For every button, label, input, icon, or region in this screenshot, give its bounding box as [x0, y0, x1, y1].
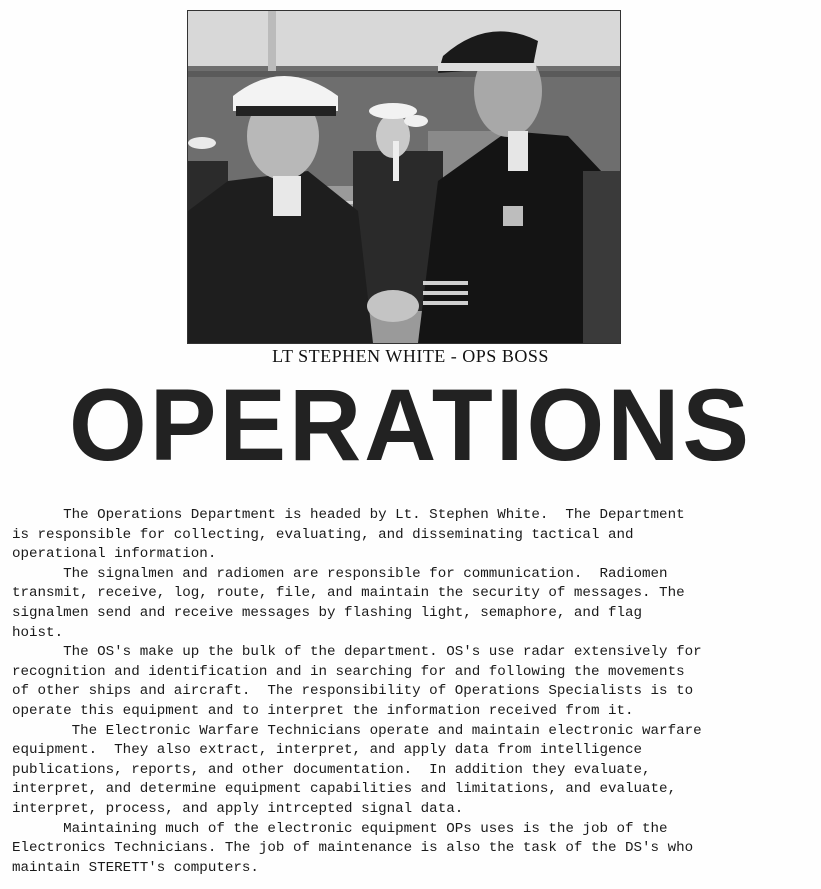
body-line: recognition and identification and in searching for and following the movements	[12, 663, 685, 680]
body-line: interpret, process, and apply intrcepted signal data.	[12, 800, 464, 817]
photo-illustration	[188, 11, 620, 343]
body-line: operate this equipment and to interpret the information received from it.	[12, 702, 634, 719]
body-line: operational information.	[12, 546, 217, 563]
body-line: interpret, and determine equipment capabilities and limitations, and evaluate,	[12, 781, 677, 798]
body-line: transmit, receive, log, route, file, and maintain the security of messages. The	[12, 585, 685, 602]
photo-caption: LT STEPHEN WHITE - OPS BOSS	[272, 346, 549, 366]
body-line: publications, reports, and other documentation. In addition they evaluate,	[12, 761, 651, 778]
body-line: Maintaining much of the electronic equipment OPs uses is the job of the	[12, 820, 668, 837]
body-line: equipment. They also extract, interpret, and apply data from intelligence	[12, 742, 643, 759]
body-line: The OS's make up the bulk of the department. OS's use radar extensively for	[12, 644, 702, 661]
page-title: OPERATIONS	[69, 368, 752, 482]
body-line: of other ships and aircraft. The responsibility of Operations Specialists is to	[12, 683, 694, 700]
body-line: hoist.	[12, 624, 64, 641]
body-line: Electronics Technicians. The job of maintenance is also the task of the DS's who	[12, 840, 694, 857]
body-line: is responsible for collecting, evaluating, and disseminating tactical and	[12, 526, 634, 543]
body-text	[12, 506, 812, 878]
body-line: The Electronic Warfare Technicians operate and maintain electronic warfare	[12, 722, 702, 739]
body-line: maintain STERETT's computers.	[12, 859, 259, 876]
body-line: The signalmen and radiomen are responsible for communication. Radiomen	[12, 565, 668, 582]
photograph	[187, 10, 621, 344]
body-line: signalmen send and receive messages by flashing light, semaphore, and flag	[12, 604, 643, 621]
body-line: The Operations Department is headed by Lt. Stephen White. The Department	[12, 507, 685, 523]
